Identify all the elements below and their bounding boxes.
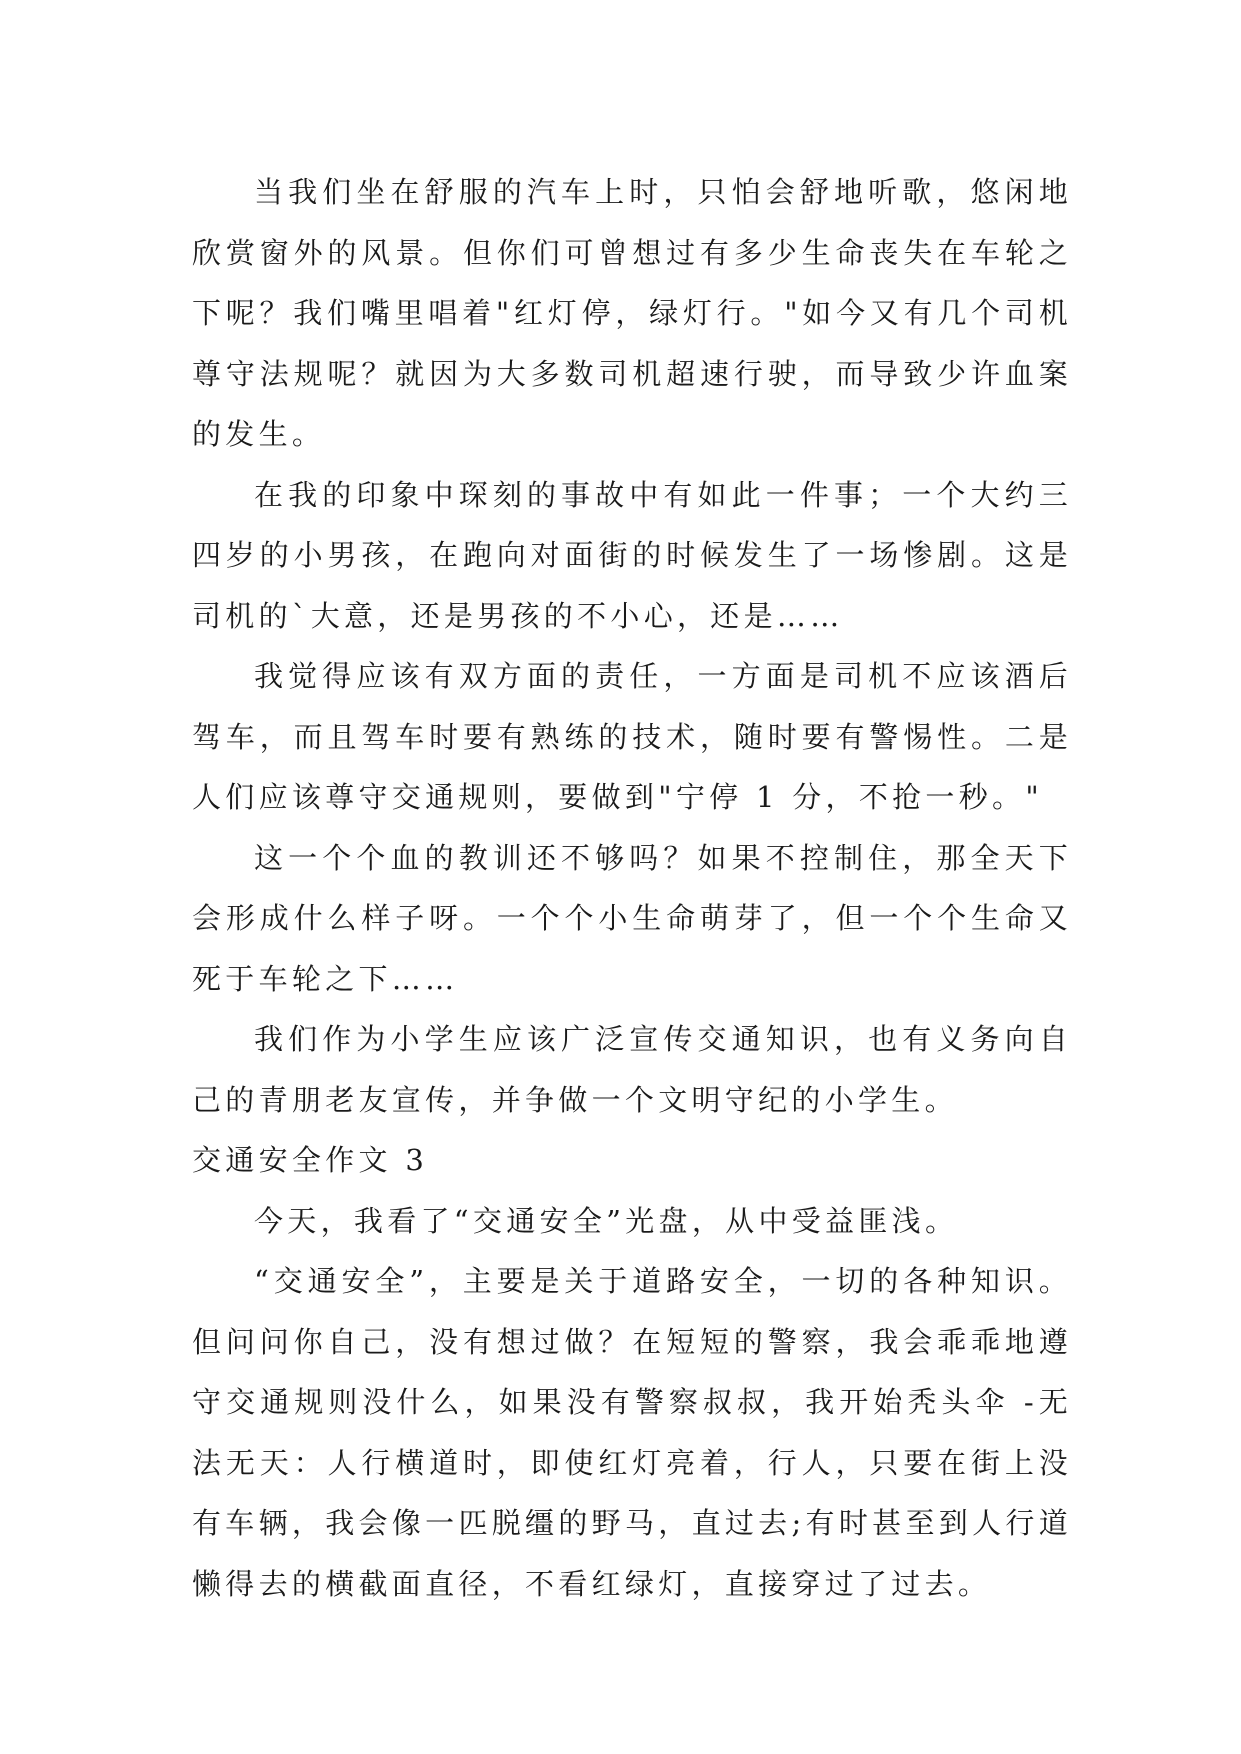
paragraph-2: 在我的印象中琛刻的事故中有如此一件事；一个大约三四岁的小男孩，在跑向对面街的时候发生了一场惨剧。这是司机的`大意，还是男孩的不小心，还是…… xyxy=(192,477,1072,633)
document-body xyxy=(192,162,1072,1614)
paragraph-3: 我觉得应该有双方面的责任，一方面是司机不应该酒后驾车，而且驾车时要有熟练的技术，随时要有警惕性。二是人们应该尊守交通规则，要做到"宁停 1 分，不抢一秒。" xyxy=(192,659,1072,814)
paragraph-7: “交通安全”，主要是关于道路安全，一切的各种知识。但问问你自己，没有想过做？在短短的警察，我会乖乖地遵守交通规则没什么，如果没有警察叔叔，我开始秃头伞 -无法无天：人行横道时，即使红灯亮着，行人，只要在街上没有车辆，我会像一匹脱缰的野马，直过去;有时甚至到人行道懒得去的横截面直径，不看红绿灯，直接穿过了过去。 xyxy=(192,1264,1072,1601)
paragraph-5: 我们作为小学生应该广泛宣传交通知识，也有义务向自己的青朋老友宣传，并争做一个文明守纪的小学生。 xyxy=(192,1022,1072,1117)
paragraph-4: 这一个个血的教训还不够吗？如果不控制住，那全天下会形成什么样子呀。一个个小生命萌芽了，但一个个生命又死于车轮之下…… xyxy=(192,840,1072,996)
section-heading: 交通安全作文 3 xyxy=(192,1143,429,1177)
paragraph-6: 今天，我看了“交通安全”光盘，从中受益匪浅。 xyxy=(254,1203,959,1238)
paragraph-1: 当我们坐在舒服的汽车上时，只怕会舒地听歌，悠闲地欣赏窗外的风景。但你们可曾想过有多少生命丧失在车轮之下呢？我们嘴里唱着"红灯停，绿灯行。"如今又有几个司机尊守法规呢？就因为大多数司机超速行驶，而导致少许血案的发生。 xyxy=(192,175,1072,451)
